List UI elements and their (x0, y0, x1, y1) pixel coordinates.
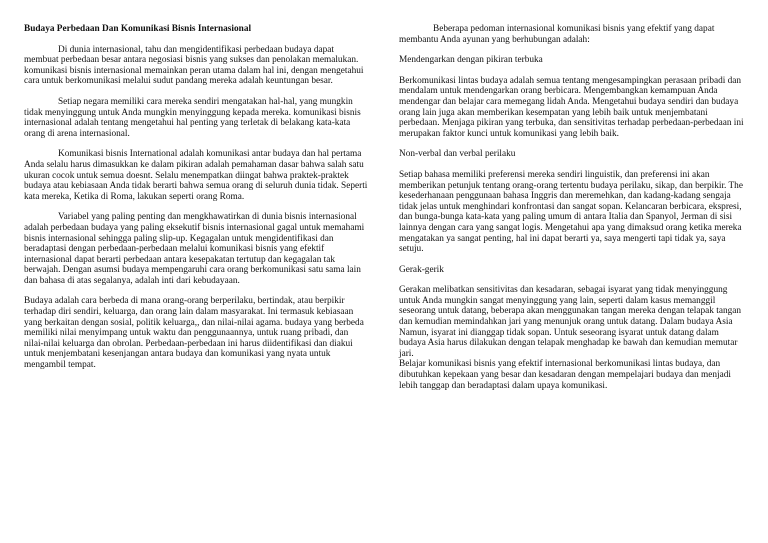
paragraph: Setiap negara memiliki cara mereka sendiri mengatakan hal-hal, yang mungkin tidak menyinggung untuk Anda mungkin menyinggung kepada mereka. komunikasi bisnis internasional adalah tentang mengetahui hal penting yang terletak di belakang kata-kata orang di arena internasional. (24, 96, 361, 139)
section-heading: Non-verbal dan verbal perilaku (399, 149, 516, 160)
section-heading: Gerak-gerik (399, 264, 444, 275)
paragraph: Komunikasi bisnis International adalah komunikasi antar budaya dan hal pertama Anda selalu harus dimasukkan ke dalam pikiran adalah pemahaman dasar bahwa salah satu ukuran cocok untuk semua doesnt. Selalu menempatkan diingat bahwa praktek-praktek budaya atau kebiasaan Anda tidak berarti bahwa semua orang di seluruh dunia tidak. Seperti kata mereka, Ketika di Roma, lakukan seperti orang Roma. (24, 149, 368, 202)
paragraph: Gerakan melibatkan sensitivitas dan kesadaran, sebagai isyarat yang tidak menyinggung untuk Anda mungkin sangat menyinggung yang lain, seperti dalam kasus memanggil seseorang untuk datang, beberapa akan menggunakan tangan mereka dengan telapak tangan dan kemudian memindahkan jari yang menunjuk orang untuk datang. Dalam budaya Asia Namun, isyarat ini dianggap tidak sopan. Untuk seseorang isyarat untuk datang dalam budaya Asia harus dilakukan dengan telapak menghadap ke bawah dan kemudian memutar jari. (399, 285, 742, 359)
paragraph: Berkomunikasi lintas budaya adalah semua tentang mengesampingkan perasaan pribadi dan mendalam untuk mendengarkan orang berbicara. Mengembangkan kemampuan Anda mendengar dan belajar cara memegang lidah Anda. Mengetahui budaya sendiri dan budaya orang lain juga akan memberikan kesempatan yang lebih baik untuk menjembatani perbedaan. Menjaga pikiran yang terbuka, dan sensitivitas terhadap perbedaan-perbedaan ini merupakan faktor kunci untuk komunikasi yang lebih baik. (399, 75, 744, 139)
paragraph: Belajar komunikasi bisnis yang efektif internasional berkomunikasi lintas budaya, dan dibutuhkan kepekaan yang besar dan kesadaran dengan mempelajari budaya dan menjadi lebih tanggap dan beradaptasi dalam upaya komunikasi. (399, 359, 731, 391)
section-heading: Mendengarkan dengan pikiran terbuka (399, 55, 543, 66)
document-title: Budaya Perbedaan Dan Komunikasi Bisnis Internasional (24, 24, 252, 34)
left-column (24, 24, 368, 381)
paragraph: Setiap bahasa memiliki preferensi mereka sendiri linguistik, dan preferensi ini akan memberikan petunjuk tentang orang-orang tertentu budaya perilaku, sikap, dan berpikir. The kesederhanaan penggunaan bahasa Inggris dan meremehkan, dan kadang-kadang sengaja tidak jelas untuk menghindari konfrontasi dan sangat sopan. Kelancaran berbicara, ekspresi, dan bunga-bunga kata-kata yang paling umum di antara Italia dan Spanyol, Jerman di sisi lainnya dengan cara yang sangat logis. Mengetahui apa yang dimaksud orang ketika mereka mengatakan ya sangat penting, hal ini dapat berarti ya, saya mengerti tapi tidak ya, saya setuju. (399, 169, 743, 255)
right-column (399, 24, 747, 401)
paragraph: Di dunia internasional, tahu dan mengidentifikasi perbedaan budaya dapat membuat perbedaan besar antara negosiasi bisnis yang sukses dan penolakan memalukan. komunikasi bisnis internasional memainkan peran utama dalam hal ini, dengan mengetahui cara untuk berkomunikasi melalui sudut pandang mereka adalah keuntungan besar. (24, 44, 364, 87)
paragraph: Budaya adalah cara berbeda di mana orang-orang berperilaku, bertindak, atau berpikir terhadap diri sendiri, keluarga, dan orang lain dalam masyarakat. Ini termasuk kebiasaan yang berkaitan dengan sosial, politik keluarga,, dan nilai-nilai agama. budaya yang berbeda memiliki nilai menyimpang untuk waktu dan penggunaannya, untuk ruang pribadi, dan nilai-nilai keluarga dan obrolan. Perbedaan-perbedaan ini harus diidentifikasi dan diakui untuk menjembatani kesenjangan antara budaya dan komunikasi yang nyata untuk mengambil tempat. (24, 296, 364, 371)
paragraph: Variabel yang paling penting dan mengkhawatirkan di dunia bisnis internasional adalah perbedaan budaya yang paling eksekutif bisnis internasional gagal untuk memahami bisnis internasional sehingga paling slip-up. Kegagalan untuk mengidentifikasi dan beradaptasi dengan perbedaan-perbedaan melalui komunikasi bisnis yang efektif internasional dapat berarti perbedaan antara kesepakatan tertutup dan kegagalan tak berwajah. Dengan asumsi budaya mempengaruhi cara orang berkomunikasi satu sama lain dan bahasa di atas segalanya, adalah inti dari kebudayaan. (24, 212, 365, 286)
intro-paragraph: Beberapa pedoman internasional komunikasi bisnis yang efektif yang dapat membantu Anda ayunan yang berhubungan adalah: (399, 24, 715, 45)
